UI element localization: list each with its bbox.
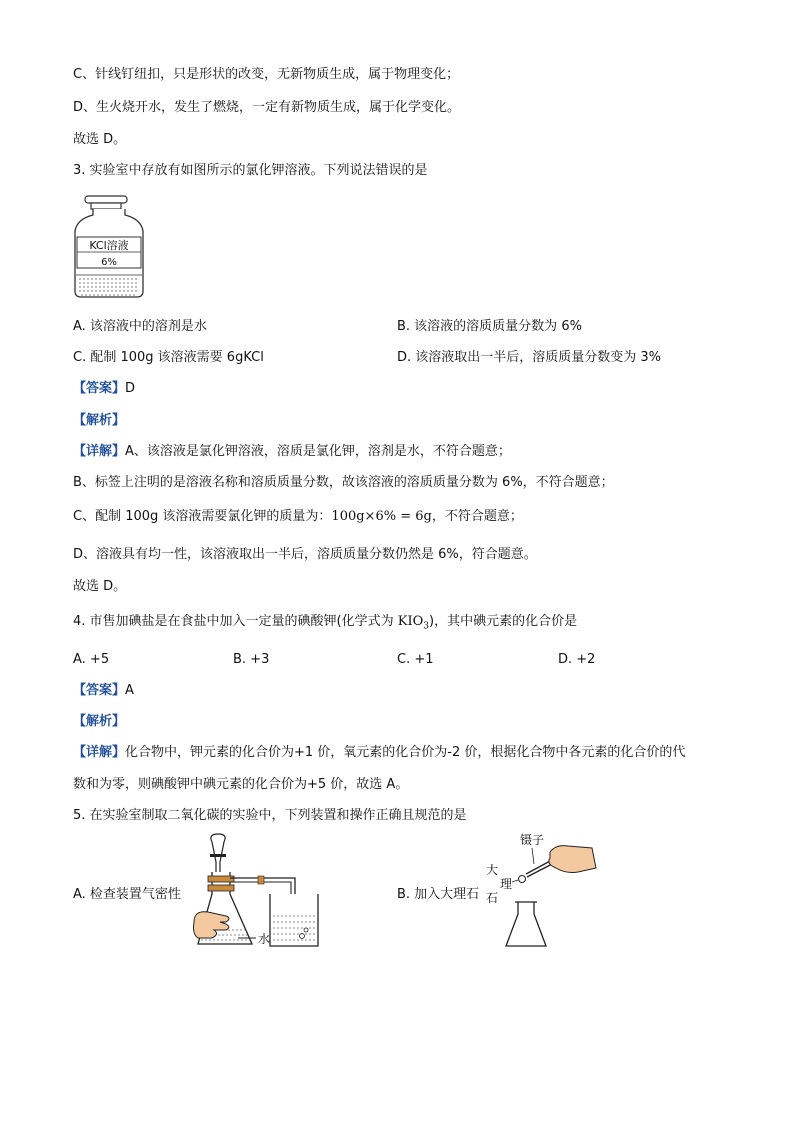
detail-c-math: 100g×6% = 6g	[331, 509, 432, 524]
answer-value: A	[125, 683, 134, 698]
detail-tag: 【详解】	[73, 444, 126, 459]
detail-line-2: 数和为零，则碘酸钾中碘元素的化合价为+5 价，故选 A。	[73, 777, 409, 792]
conical-flask	[506, 902, 546, 946]
detail-tag: 【详解】	[73, 745, 126, 760]
text-line: C、针线钉纽扣，只是形状的改变，无新物质生成，属于物理变化；	[73, 67, 460, 82]
answer-value: D	[125, 381, 136, 396]
marble-label-1: 大	[486, 863, 499, 877]
detail-a	[73, 443, 511, 461]
analysis-tag: 【解析】	[73, 714, 126, 729]
answer-line	[73, 682, 134, 700]
formula-sub: 3	[423, 621, 429, 632]
detail-c-pre: C、配制 100g 该溶液需要氯化钾的质量为：	[73, 509, 332, 524]
kcl-bottle-figure	[71, 193, 151, 301]
detail-text: A、该溶液是氯化钾溶液，溶质是氯化钾，溶剂是水，不符合题意；	[125, 444, 511, 459]
bottle-stopper	[85, 196, 127, 203]
detail-line-1	[73, 744, 685, 762]
formula-main: KIO	[397, 614, 424, 629]
answer-tag: 【答案】	[73, 683, 126, 698]
add-marble-figure	[482, 830, 602, 948]
stem-pre: 4. 市售加碘盐是在食盐中加入一定量的碘酸钾(化学式为	[73, 614, 398, 629]
formula	[397, 614, 429, 632]
marble-piece	[519, 876, 526, 883]
bottle-label-line-2: 6%	[101, 257, 117, 268]
tweezers-label: 镊子	[520, 833, 545, 847]
option-a: A. +5	[73, 652, 110, 667]
option-c: C. 配制 100g 该溶液需要 6gKCl	[73, 350, 264, 365]
option-a: A. 检查装置气密性	[73, 887, 181, 902]
stem-post: )，其中碘元素的化合价是	[429, 614, 578, 629]
water-label: 水	[258, 932, 271, 946]
answer-tag: 【答案】	[73, 381, 126, 396]
question-3-stem: 3. 实验室中存放有如图所示的氯化钾溶液。下列说法错误的是	[73, 163, 428, 178]
question-5-stem: 5. 在实验室制取二氧化碳的实验中，下列装置和操作正确且规范的是	[73, 808, 467, 823]
answer-line	[73, 380, 135, 398]
option-b: B. 该溶液的溶质质量分数为 6%	[397, 319, 582, 334]
option-b: B. +3	[233, 652, 270, 667]
detail-c-post: ，不符合题意；	[431, 509, 523, 524]
detail-c	[73, 508, 523, 526]
text-line: 故选 D。	[73, 132, 127, 147]
marble-label-2: 理	[500, 877, 513, 891]
option-d: D. +2	[558, 652, 596, 667]
option-b: B. 加入大理石	[397, 887, 480, 902]
hand	[549, 846, 596, 873]
marble-label-3: 石	[486, 891, 499, 905]
beaker	[270, 894, 318, 946]
detail-text: 化合物中，钾元素的化合价为+1 价，氧元素的化合价为-2 价，根据化合物中各元素的化合价的代	[125, 745, 686, 760]
bottle-label-line-1: KCl溶液	[89, 239, 129, 252]
detail-d: D、溶液具有均一性，该溶液取出一半后，溶质质量分数仍然是 6%，符合题意。	[73, 547, 537, 562]
option-c: C. +1	[397, 652, 434, 667]
text-line: D、生火烧开水，发生了燃烧，一定有新物质生成，属于化学变化。	[73, 100, 461, 115]
option-a: A. 该溶液中的溶剂是水	[73, 319, 207, 334]
conclusion: 故选 D。	[73, 579, 127, 594]
detail-b: B、标签上注明的是溶液名称和溶质质量分数，故该溶液的溶质质量分数为 6%，不符合题意；	[73, 475, 614, 490]
analysis-tag: 【解析】	[73, 413, 126, 428]
airtightness-check-figure	[190, 832, 330, 950]
question-4-stem	[73, 613, 577, 636]
option-d: D. 该溶液取出一半后，溶质质量分数变为 3%	[397, 350, 662, 365]
